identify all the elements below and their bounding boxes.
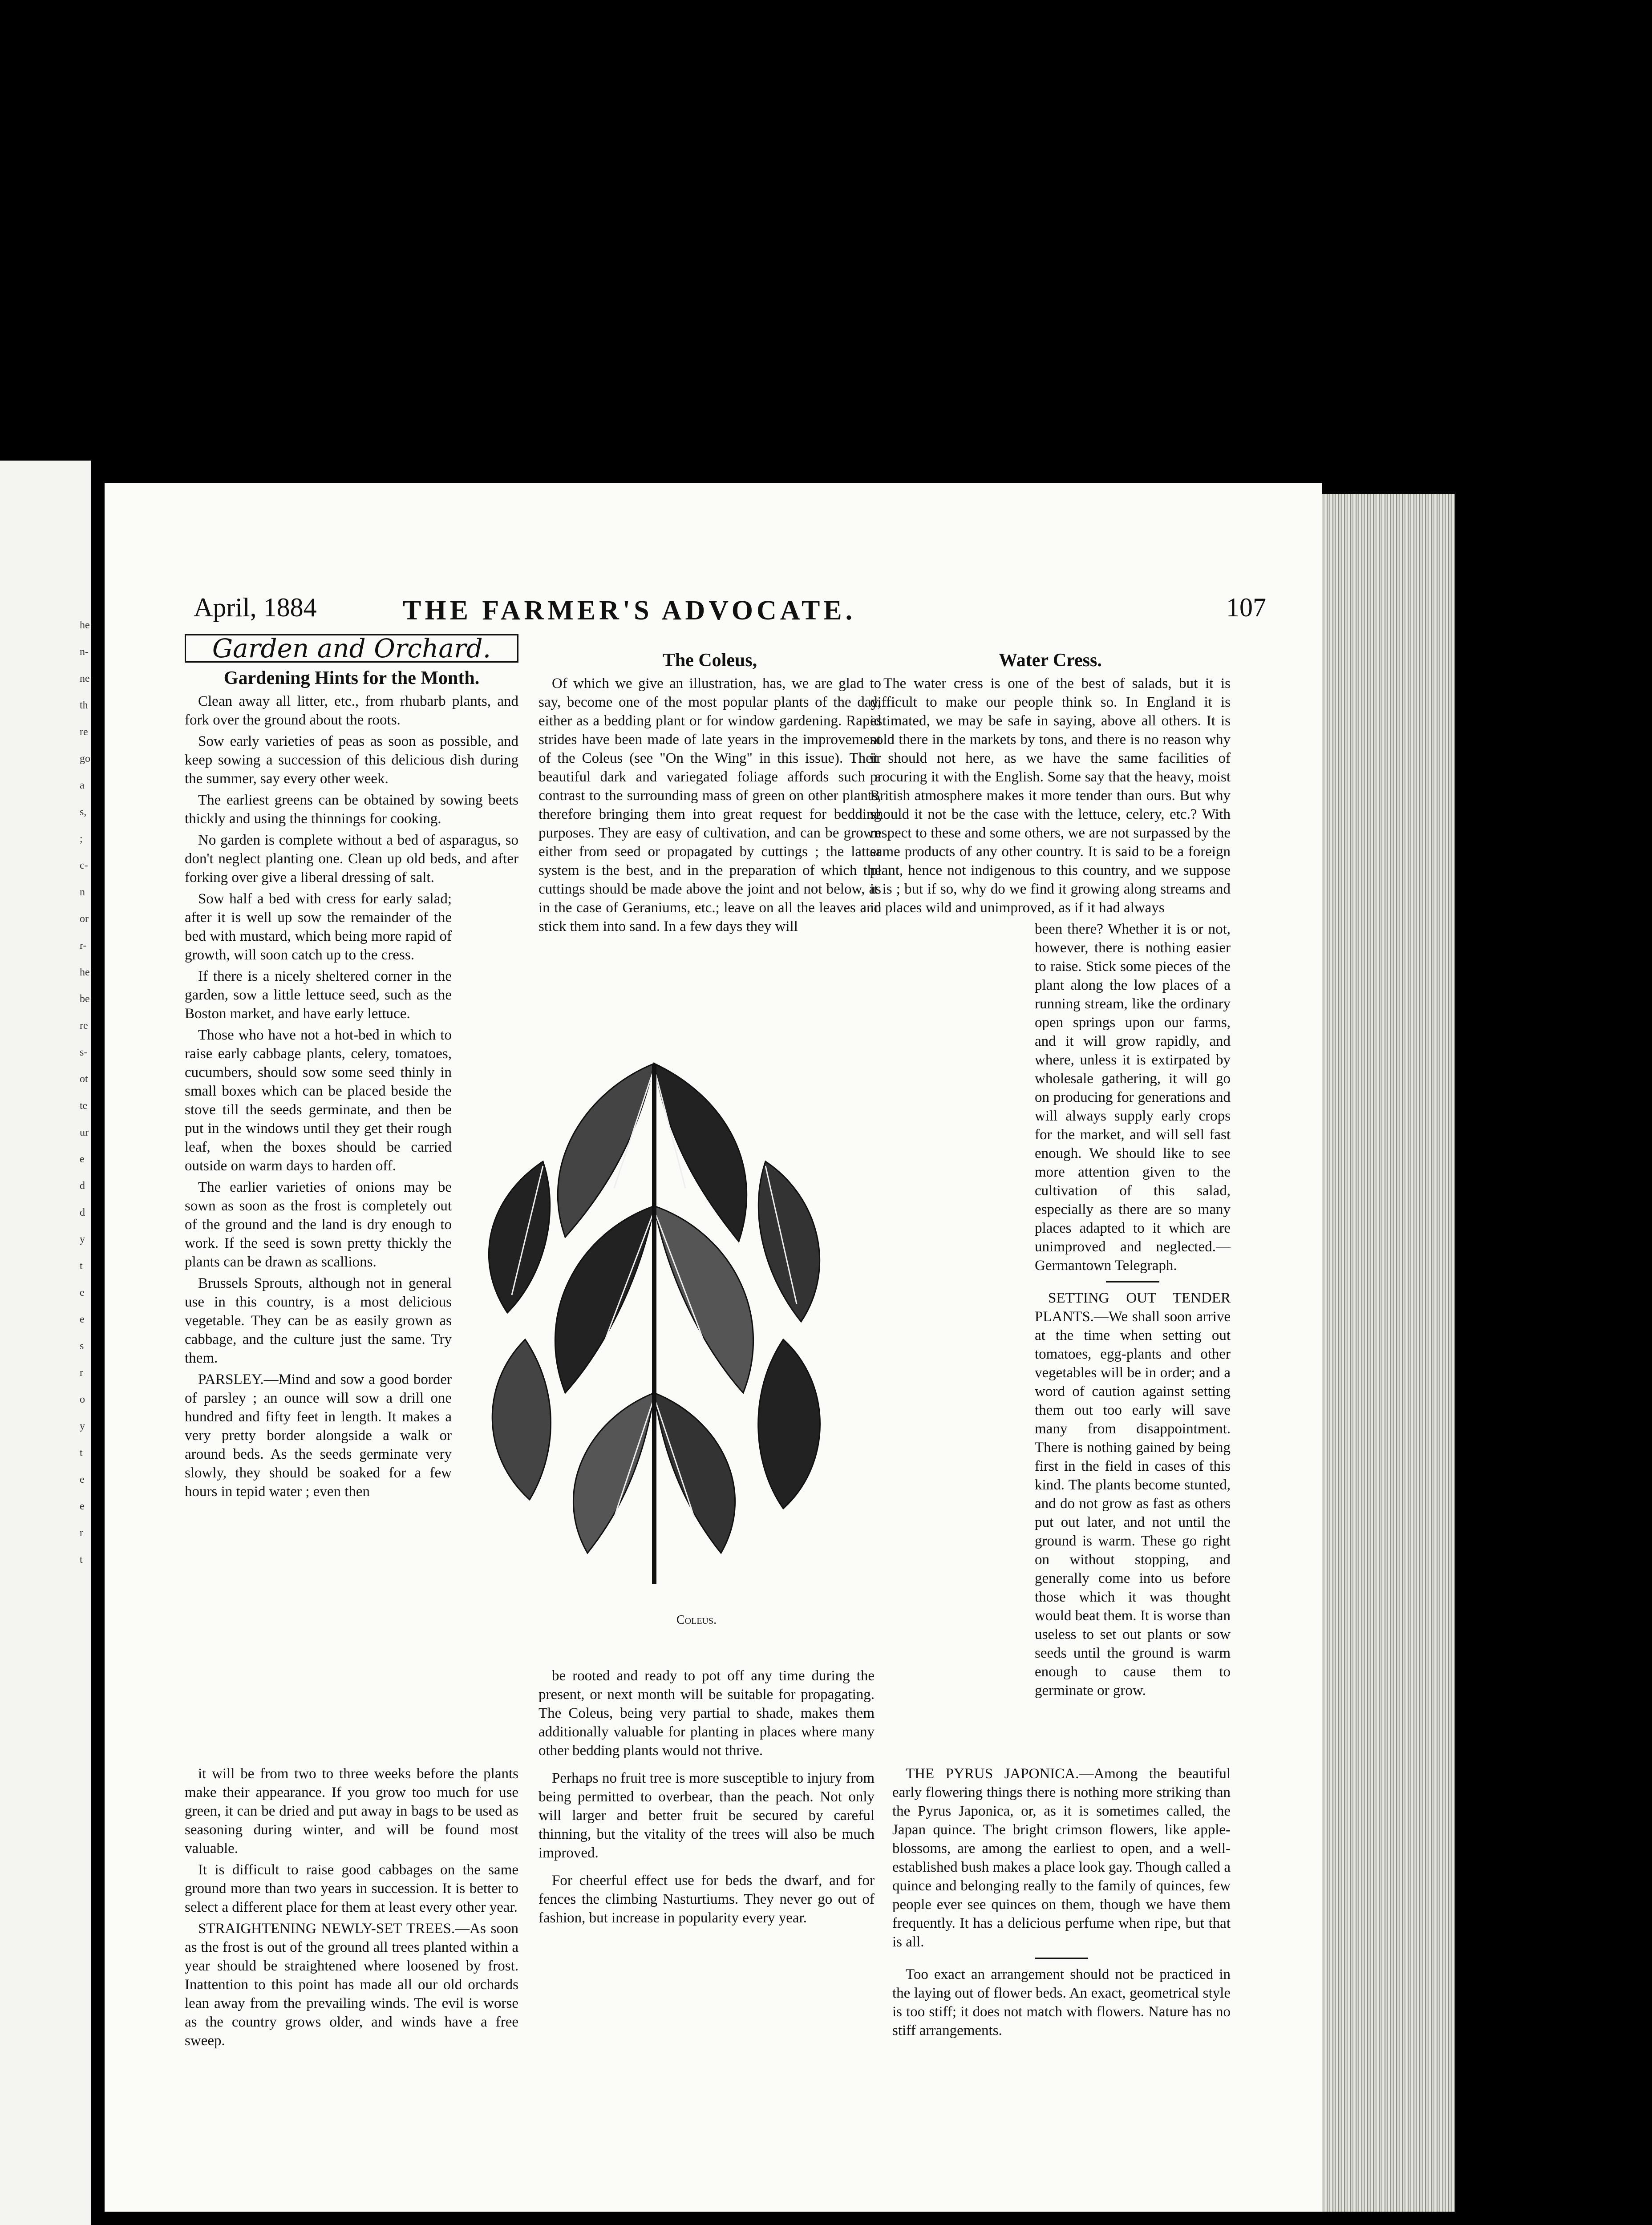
- coleus-illustration: [454, 1028, 854, 1602]
- previous-page-fragment: be: [80, 993, 90, 1005]
- column-coleus-continued: [539, 1667, 875, 1936]
- paragraph: Too exact an arrangement should not be practiced in the laying out of flower beds. An exact, geometrical style is too stiff; it does not match with flowers. Nature has no stiff arrangements.: [892, 1966, 1231, 2039]
- previous-page-fragment: re: [80, 1020, 88, 1032]
- previous-page-fragment: he: [80, 619, 90, 631]
- previous-page-text-fragments: [80, 612, 89, 1573]
- previous-page-fragment: th: [80, 700, 88, 711]
- previous-page-fragment: n-: [80, 646, 89, 658]
- divider-rule: [1106, 1281, 1159, 1282]
- paragraph: The earlier varieties of onions may be sown as soon as the frost is completely out of the ground and the land is dry enough to work. If the seed is sown pretty thickly the plants can be drawn as scallions.: [185, 1179, 452, 1270]
- previous-page-fragment: e: [80, 1314, 85, 1325]
- previous-page-fragment: s,: [80, 806, 87, 818]
- divider-rule: [1035, 1958, 1088, 1959]
- previous-page-fragment: r: [80, 1527, 83, 1539]
- column-pyrus-japonica: [892, 1764, 1231, 2043]
- paragraph: Of which we give an illustration, has, we are glad to say, become one of the most popular plants of the day, either as a bedding plant or for window gardening. Rapid strides have been made of late years in the improvement of the Coleus (see "On the Wing" in this issue). Their beautiful dark and variegated foliage affords such a contrast to the surrounding mass of green on other plants, therefore bringing them into great request for bedding purposes. They are easy of cultivation, and can be grown either from seed or propagated by cuttings ; the latter system is the best, and in the preparation of which the cuttings should be made above the joint and not below, as in the case of Geraniums, etc.; leave on all the leaves and stick them into sand. In a few days they will: [539, 676, 881, 934]
- paragraph: Brussels Sprouts, although not in general use in this country, is a most delicious vegetable. They can be as easily grown as cabbage, and the culture just the same. Try them.: [185, 1275, 452, 1366]
- previous-page-fragment: e: [80, 1287, 85, 1299]
- previous-page-fragment: he: [80, 967, 90, 978]
- paragraph: Sow half a bed with cress for early salad; after it is well up sow the remainder of the bed with mustard, which being more rapid of growth, will soon catch up to the cress.: [185, 891, 452, 963]
- paragraph: Those who have not a hot-bed in which to raise early cabbage plants, celery, tomatoes, cucumbers, should sow some seed thinly in small boxes which can be placed beside the stove till the seeds germinate, and then be put in the windows until they get their rough leaf, when the boxes should be carried outside on warm days to harden off.: [185, 1027, 452, 1174]
- paragraph: For cheerful effect use for beds the dwarf, and for fences the climbing Nasturtiums. They never go out of fashion, but increase in popularity every year.: [539, 1873, 875, 1926]
- issue-date: April, 1884: [194, 593, 317, 622]
- previous-page-fragment: d: [80, 1207, 85, 1218]
- article-heading: The Coleus,: [662, 650, 757, 671]
- previous-page-fragment: y: [80, 1234, 85, 1245]
- previous-page-fragment: r: [80, 1367, 83, 1379]
- paragraph: Clean away all litter, etc., from rhubarb plants, and fork over the ground about the roots.: [185, 693, 518, 728]
- paragraph: It is difficult to raise good cabbages on the same ground more than two years in succession. It is better to select a different place for them at least every other year.: [185, 1862, 518, 1915]
- previous-page-fragment: o: [80, 1394, 85, 1405]
- previous-page-fragment: ;: [80, 833, 83, 845]
- newspaper-page: [105, 483, 1322, 2212]
- previous-page-fragment: y: [80, 1420, 85, 1432]
- paragraph: Perhaps no fruit tree is more susceptible to injury from being permitted to overbear, than the peach. Not only will larger and better fruit be secured by careful thinning, but the vitality of the trees will also be much improved.: [539, 1770, 875, 1861]
- previous-page-fragment: t: [80, 1554, 83, 1566]
- previous-page-fragment: te: [80, 1100, 88, 1112]
- paragraph: No garden is complete without a bed of asparagus, so don't neglect planting one. Clean up old beds, and after forking over give a liberal dressing of salt.: [185, 832, 518, 886]
- book-page-edges: [1322, 494, 1455, 2212]
- page-number: 107: [1226, 593, 1266, 622]
- previous-page-fragment: go: [80, 753, 90, 765]
- column-gardening-hints-continued: [185, 1764, 518, 2053]
- illustration-caption: Coleus.: [676, 1613, 717, 1627]
- previous-page-fragment: n: [80, 886, 85, 898]
- previous-page-fragment: ne: [80, 673, 90, 684]
- previous-page-fragment: re: [80, 726, 88, 738]
- previous-page-fragment: t: [80, 1260, 83, 1272]
- paragraph: been there? Whether it is or not, however, there is nothing easier to raise. Stick some pieces of the plant along the low places of a running stream, like the ordinary open springs upon our farms, and it will grow rapidly, and where, unless it is extirpated by wholesale gathering, it will go on producing for generations and will always supply early crops for the market, and will sell fast enough. We should like to see more attention given to the cultivation of this salad, especially as there are so many places adapted to it which are unimproved and neglected.—Germantown Telegraph.: [1035, 921, 1231, 1274]
- paragraph: Sow early varieties of peas as soon as possible, and keep sowing a succession of this delicious dish during the summer, say every other week.: [185, 733, 518, 787]
- article-heading: Water Cress.: [999, 650, 1102, 671]
- section-title-box: [185, 634, 518, 663]
- paragraph: SETTING OUT TENDER PLANTS.—We shall soon arrive at the time when setting out tomatoes, egg-plants and other vegetables will be in order; and a word of caution against setting them out too early will save many from disappointment. There is nothing gained by being first in the field in cases of this kind. The plants become stunted, and do not grow as fast as others put out later, and not until the ground is warm. These go right on without stopping, and generally come into us before those which it was thought would beat them. It is worse than useless to set out plants or sow seeds until the ground is warm enough to cause them to germinate or grow.: [1035, 1290, 1231, 1699]
- paragraph: be rooted and ready to pot off any time during the present, or next month will be suitable for propagating. The Coleus, being very partial to shade, makes them additionally valuable for planting in places where many other bedding plants would not thrive.: [539, 1668, 875, 1759]
- masthead-title: THE FARMER'S ADVOCATE.: [403, 595, 856, 626]
- section-title: Garden and Orchard.: [212, 633, 491, 663]
- paragraph: PARSLEY.—Mind and sow a good border of parsley ; an ounce will sow a drill one hundred and fifty feet in length. It makes a very pretty border alongside a walk or around beds. As the seeds germinate very slowly, they should be soaked for a few hours in tepid water ; even then: [185, 1371, 452, 1500]
- page-header: [194, 592, 1266, 628]
- paragraph: If there is a nicely sheltered corner in the garden, sow a little lettuce seed, such as the Boston market, and have early lettuce.: [185, 968, 452, 1022]
- column-coleus: [539, 647, 881, 939]
- previous-page-fragment: e: [80, 1153, 85, 1165]
- paragraph: THE PYRUS JAPONICA.—Among the beautiful early flowering things there is nothing more striking than the Pyrus Japonica, or, as it is sometimes called, the Japan quince. The bright crimson flowers, like apple-blossoms, are among the earliest to open, and a well-established bush makes a place look gay. Though called a quince and belonging really to the family of quinces, few people ever see quinces on them, though we have them frequently. It has a delicious perfume when ripe, but that is all.: [892, 1766, 1231, 1950]
- previous-page-fragment: d: [80, 1180, 85, 1192]
- previous-page-fragment: or: [80, 913, 89, 925]
- paragraph: STRAIGHTENING NEWLY-SET TREES.—As soon as the frost is out of the ground all trees planted within a year should be straightened where loosened by frost. Inattention to this point has made all our old orchards lean away from the prevailing winds. The evil is worse as the country grows older, and winds have a free sweep.: [185, 1921, 518, 2049]
- previous-page-fragment: a: [80, 780, 85, 791]
- paragraph: The earliest greens can be obtained by sowing beets thickly and using the thinnings for cooking.: [185, 792, 518, 827]
- previous-page-fragment: ur: [80, 1127, 89, 1138]
- previous-page-edge: [0, 461, 91, 2225]
- previous-page-fragment: s: [80, 1340, 84, 1352]
- wrapped-text-beside-illustration: [1035, 920, 1231, 1700]
- previous-page-fragment: ot: [80, 1073, 88, 1085]
- previous-page-fragment: c-: [80, 860, 88, 871]
- paragraph: The water cress is one of the best of salads, but it is difficult to make our people think so. In England it is estimated, we may be safe in saying, above all others. It is sold there in the markets by tons, and there is no reason why it should not here, as we have the same facilities of procuring it with the English. Some say that the heavy, moist British atmosphere makes it more tender than ours. But why should it not be the case with the lettuce, celery, etc.? With respect to these and some others, we are not surpassed by the same products of any other country. It is said to be a foreign plant, hence not indigenous to this country, and we suppose it is ; but if so, why do we find it growing along streams and in places wild and unimproved, as if it had always: [870, 676, 1231, 916]
- previous-page-fragment: e: [80, 1474, 85, 1485]
- article-heading: Gardening Hints for the Month.: [223, 668, 480, 688]
- previous-page-fragment: r-: [80, 940, 87, 951]
- previous-page-fragment: t: [80, 1447, 83, 1459]
- previous-page-fragment: s-: [80, 1047, 88, 1058]
- paragraph: it will be from two to three weeks before the plants make their appearance. If you grow too much for use green, it can be dried and put away in bags to be used as seasoning during winter, and will be found most valuable.: [185, 1766, 518, 1857]
- previous-page-fragment: e: [80, 1501, 85, 1512]
- column-water-cress: [870, 647, 1231, 1703]
